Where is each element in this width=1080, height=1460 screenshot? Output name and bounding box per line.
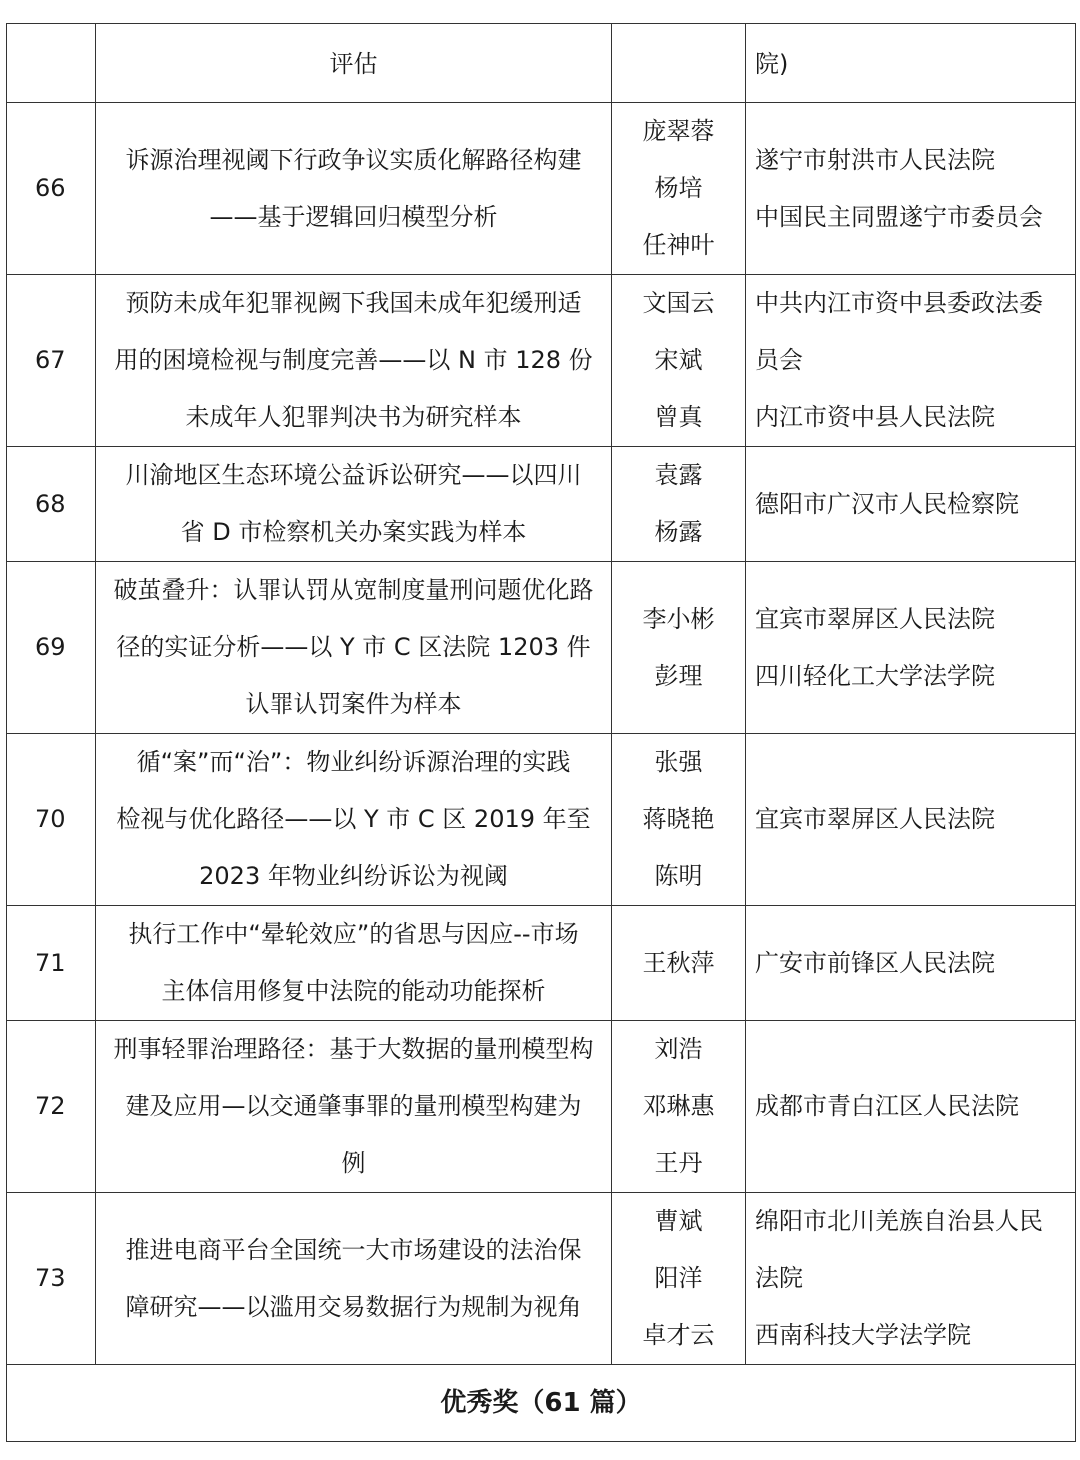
cell-org: 院)	[746, 24, 1076, 103]
table-row	[7, 103, 1076, 275]
author-name: 彭理	[654, 661, 703, 690]
organization-line: 中共内江市资中县委政法委	[755, 289, 1043, 317]
author-name: 任神叶	[642, 231, 715, 259]
title-line: 破茧叠升：认罪认罚从宽制度量刑问题优化路	[113, 576, 594, 604]
paper-title	[96, 275, 612, 447]
author-name: 杨培	[654, 174, 703, 202]
organizations-cell	[746, 447, 1076, 562]
author-name: 张强	[654, 748, 703, 776]
organization-line: 德阳市广汉市人民检察院	[755, 489, 1019, 518]
author-name: 李小彬	[642, 604, 715, 633]
paper-title	[96, 1193, 612, 1365]
title-line: 循“案”而“治”：物业纠纷诉源治理的实践	[136, 748, 571, 776]
table-row	[7, 734, 1076, 906]
organizations-cell	[746, 1021, 1076, 1193]
title-line: 推进电商平台全国统一大市场建设的法治保	[125, 1235, 582, 1264]
cell-title: 评估	[96, 24, 612, 103]
entry-number: 73	[7, 1193, 96, 1365]
section-heading: 优秀奖（61 篇）	[7, 1365, 1076, 1442]
title-line: 预防未成年犯罪视阙下我国未成年犯缓刑适	[125, 289, 582, 317]
author-name: 王秋萍	[642, 948, 715, 977]
table-row	[7, 1193, 1076, 1365]
organization-line: 员会	[755, 346, 803, 374]
author-name: 阳洋	[654, 1264, 703, 1292]
paper-title	[96, 734, 612, 906]
title-line: 认罪认罚案件为样本	[245, 690, 462, 718]
cell-authors	[612, 24, 746, 103]
organization-line: 中国民主同盟遂宁市委员会	[755, 202, 1043, 231]
awards-table	[6, 23, 1076, 1442]
author-name: 邓琳惠	[642, 1092, 715, 1120]
authors-cell	[612, 1193, 746, 1365]
organizations-cell	[746, 734, 1076, 906]
organizations-cell	[746, 906, 1076, 1021]
paper-title	[96, 906, 612, 1021]
title-line: 径的实证分析——以 Y 市 C 区法院 1203 件	[116, 633, 591, 661]
author-name: 卓才云	[642, 1321, 715, 1349]
entry-number: 72	[7, 1021, 96, 1193]
author-name: 宋斌	[654, 346, 703, 374]
title-line: 省 D 市检察机关办案实践为样本	[180, 518, 527, 546]
title-line: 刑事轻罪治理路径：基于大数据的量刑模型构	[113, 1035, 594, 1063]
title-line: 主体信用修复中法院的能动功能探析	[161, 977, 546, 1005]
organization-line: 遂宁市射洪市人民法院	[755, 145, 995, 174]
organization-line: 四川轻化工大学法学院	[755, 661, 995, 690]
authors-cell	[612, 562, 746, 734]
author-name: 曹斌	[654, 1207, 703, 1235]
authors-cell	[612, 275, 746, 447]
title-line: 例	[341, 1149, 366, 1177]
cell-no	[7, 24, 96, 103]
paper-title	[96, 103, 612, 275]
organizations-cell	[746, 103, 1076, 275]
paper-title	[96, 447, 612, 562]
entry-number: 69	[7, 562, 96, 734]
table-row	[7, 275, 1076, 447]
organization-line: 成都市青白江区人民法院	[755, 1092, 1019, 1120]
section-heading-row	[7, 1365, 1076, 1442]
authors-cell	[612, 1021, 746, 1193]
table-row-continued	[7, 24, 1076, 103]
table-row	[7, 562, 1076, 734]
title-line: 2023 年物业纠纷诉讼为视阈	[199, 862, 508, 890]
author-name: 杨露	[654, 518, 703, 546]
authors-cell	[612, 734, 746, 906]
organization-line: 宜宾市翠屏区人民法院	[755, 604, 995, 633]
authors-cell	[612, 103, 746, 275]
title-line: 用的困境检视与制度完善——以 N 市 128 份	[114, 346, 593, 374]
table-row	[7, 447, 1076, 562]
author-name: 曾真	[654, 403, 703, 431]
organization-line: 西南科技大学法学院	[755, 1321, 971, 1349]
author-name: 文国云	[642, 289, 715, 317]
title-line: 执行工作中“晕轮效应”的省思与因应--市场	[128, 920, 579, 948]
organization-line: 法院	[755, 1264, 803, 1292]
table-row	[7, 906, 1076, 1021]
entry-number: 70	[7, 734, 96, 906]
author-name: 刘浩	[654, 1035, 703, 1063]
entry-number: 71	[7, 906, 96, 1021]
table-row	[7, 1021, 1076, 1193]
author-name: 王丹	[654, 1149, 703, 1177]
title-line: 诉源治理视阈下行政争议实质化解路径构建	[125, 145, 582, 174]
author-name: 庞翠蓉	[642, 117, 715, 145]
organization-line: 广安市前锋区人民法院	[755, 948, 995, 977]
title-line: 未成年人犯罪判决书为研究样本	[185, 403, 522, 431]
author-name: 袁露	[654, 461, 703, 489]
author-name: 陈明	[654, 862, 703, 890]
entry-number: 68	[7, 447, 96, 562]
title-line: 建及应用—以交通肇事罪的量刑模型构建为	[125, 1092, 582, 1120]
organizations-cell	[746, 562, 1076, 734]
organization-line: 绵阳市北川羌族自治县人民	[755, 1207, 1043, 1235]
paper-title	[96, 562, 612, 734]
title-line: 障研究——以滥用交易数据行为规制为视角	[125, 1292, 582, 1321]
title-line: ——基于逻辑回归模型分析	[209, 202, 498, 231]
paper-title	[96, 1021, 612, 1193]
authors-cell	[612, 447, 746, 562]
author-name: 蒋晓艳	[642, 805, 715, 833]
entry-number: 67	[7, 275, 96, 447]
title-line: 检视与优化路径——以 Y 市 C 区 2019 年至	[116, 805, 591, 833]
organizations-cell	[746, 275, 1076, 447]
entry-number: 66	[7, 103, 96, 275]
organizations-cell	[746, 1193, 1076, 1365]
organization-line: 宜宾市翠屏区人民法院	[755, 805, 995, 833]
authors-cell	[612, 906, 746, 1021]
organization-line: 内江市资中县人民法院	[755, 403, 995, 431]
title-line: 川渝地区生态环境公益诉讼研究——以四川	[125, 461, 582, 489]
